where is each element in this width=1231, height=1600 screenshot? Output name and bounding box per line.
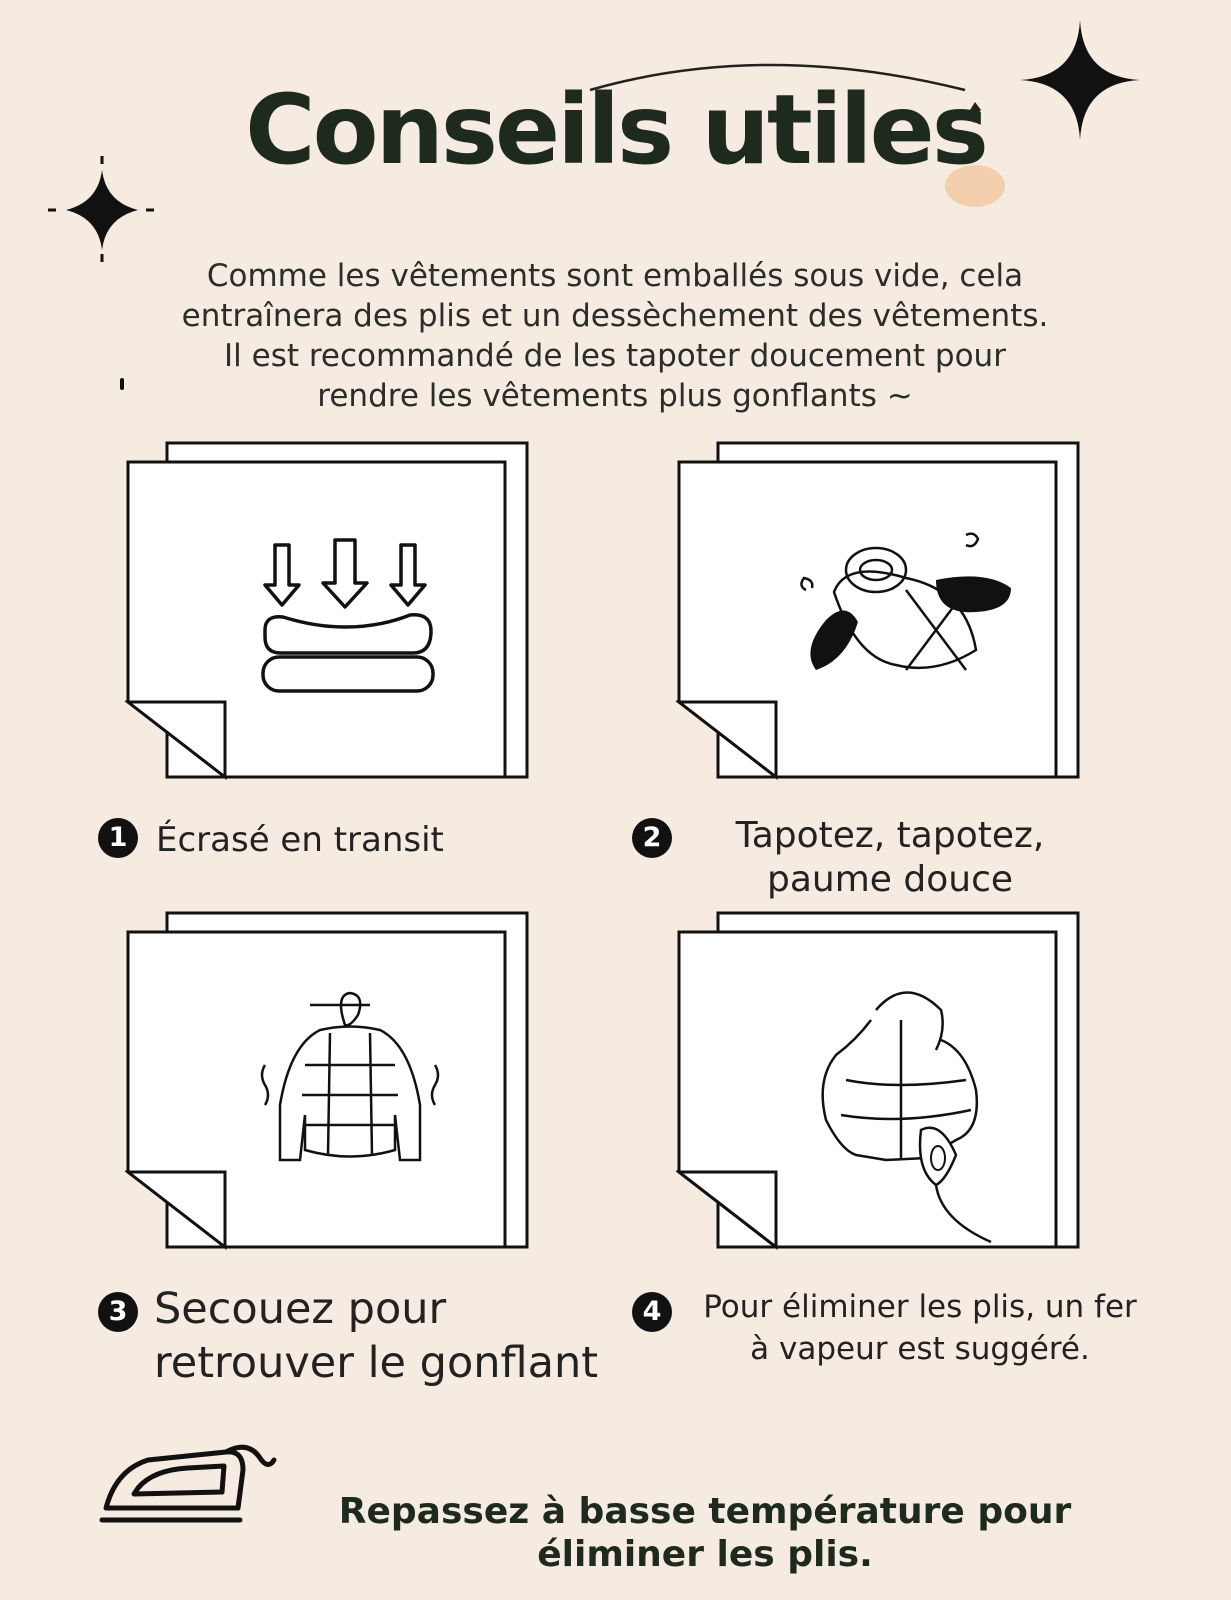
steamer-jacket-icon: [816, 980, 996, 1245]
patting-hands-icon: [786, 530, 1016, 690]
caption-line: Écrasé en transit: [156, 820, 444, 860]
footer-line: éliminer les plis.: [537, 1534, 873, 1575]
step-number-badge: 4: [632, 1292, 672, 1332]
step-4-panel: [676, 910, 1086, 1252]
step-number-badge: 1: [98, 818, 138, 858]
step-1-panel: [125, 440, 535, 782]
step-3-panel: [125, 910, 535, 1252]
step-number-badge: 2: [632, 818, 672, 858]
intro-line: entraînera des plis et un dessèchement des vêtements.: [181, 298, 1049, 334]
step-number-badge: 3: [98, 1292, 138, 1332]
step-2-caption: [700, 814, 1080, 902]
step-3-caption: [154, 1282, 598, 1390]
step-2-panel: [676, 440, 1086, 782]
caption-line: à vapeur est suggéré.: [750, 1331, 1090, 1367]
intro-line: Il est recommandé de les tapoter doucement pour: [224, 338, 1006, 374]
intro-line: Comme les vêtements sont emballés sous vide, cela: [206, 258, 1024, 294]
caption-line: Pour éliminer les plis, un fer: [703, 1289, 1137, 1325]
intro-line: rendre les vêtements plus gonflants ~: [317, 378, 913, 414]
iron-icon: [98, 1440, 278, 1526]
intro-text: [120, 256, 1110, 416]
footer-note: [290, 1490, 1120, 1576]
caption-line: Tapotez, tapotez,: [735, 815, 1045, 856]
caption-line: Secouez pour: [154, 1284, 447, 1334]
hanging-jacket-icon: [250, 985, 450, 1175]
step-4-caption: [680, 1286, 1160, 1370]
footer-line: Repassez à basse température pour: [338, 1491, 1072, 1532]
caption-line: paume douce: [766, 859, 1014, 900]
compressed-clothes-icon: [255, 535, 435, 705]
caption-line: retrouver le gonflant: [154, 1338, 599, 1388]
step-1-caption: [156, 818, 444, 862]
page-title: Conseils utiles: [245, 74, 986, 186]
